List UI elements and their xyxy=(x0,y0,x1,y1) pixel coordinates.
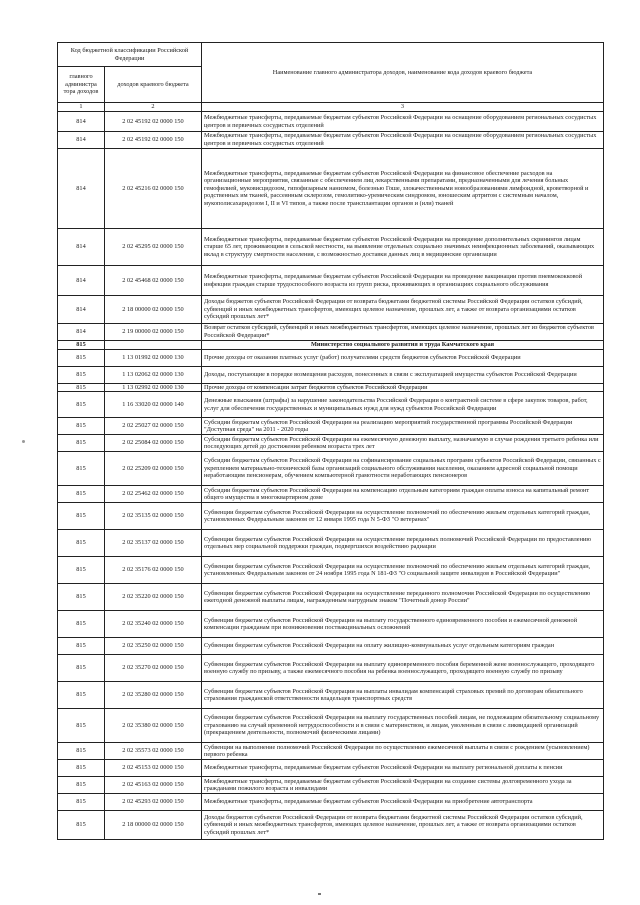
admin-code-cell: 815 xyxy=(58,341,105,350)
revenue-name-cell: Доходы, поступающие в порядке возмещения расходов, понесенных в связи с эксплуатацией имущества субъектов Российской Федерации xyxy=(202,366,604,383)
admin-code-cell: 815 xyxy=(58,777,105,794)
revenue-name-cell: Субвенции бюджетам субъектов Российской Федерации на осуществление полномочий по обеспечению жильем отдельных категорий граждан, установленных Федеральным законом от 12 января 1995 года N 5-ФЗ "О ветеранах" xyxy=(202,503,604,530)
revenue-name-cell: Денежные взыскания (штрафы) за нарушение законодательства Российской Федерации о контрактной системе в сфере закупок товаров, работ, услуг для обеспечения государственных и муниципальных нужд для нужд субъектов Российской Федерации xyxy=(202,392,604,418)
revenue-code-cell: 2 02 45192 02 0000 150 xyxy=(105,112,202,132)
table-row xyxy=(58,266,604,296)
revenue-code-cell: 1 13 01992 02 0000 130 xyxy=(105,349,202,366)
revenue-code-cell: 2 02 35270 02 0000 150 xyxy=(105,655,202,682)
revenue-name-cell: Субвенции бюджетам субъектов Российской Федерации на выплату государственных пособий лицам, не подлежащим обязательному социальному страхованию на случай временной нетрудоспособности и в связи с материнством, и лицам, уволенным в связи с ликвидацией организаций (прекращением деятельности, полномочий физическими лицами) xyxy=(202,709,604,743)
revenue-name-cell: Доходы бюджетов субъектов Российской Федерации от возврата бюджетами бюджетной системы Российской Федерации остатков субсидий, субвенций и иных межбюджетных трансфертов, имеющих целевое назначение, прошлых лет, а также от возврата организациями остатков субсидий прошлых лет* xyxy=(202,296,604,324)
table-row xyxy=(58,611,604,638)
admin-code-cell: 814 xyxy=(58,229,105,266)
revenue-name-cell: Субвенции бюджетам субъектов Российской Федерации на выплату государственного единовременного пособия и ежемесячной денежной компенсации гражданам при возникновении поствакцинальных осложнений xyxy=(202,611,604,638)
table-row xyxy=(58,743,604,760)
revenue-code-cell: 2 19 00000 02 0000 150 xyxy=(105,324,202,341)
table-row xyxy=(58,486,604,503)
admin-code-cell: 815 xyxy=(58,655,105,682)
revenue-name-cell: Прочие доходы от компенсации затрат бюджетов субъектов Российской Федерации xyxy=(202,383,604,392)
revenue-name-cell: Межбюджетные трансферты, передаваемые бюджетам субъектов Российской Федерации на выплату региональной доплаты к пенсии xyxy=(202,760,604,777)
admin-code-cell: 815 xyxy=(58,392,105,418)
admin-code-cell: 815 xyxy=(58,682,105,709)
table-row xyxy=(58,584,604,611)
admin-code-cell: 814 xyxy=(58,324,105,341)
table-row xyxy=(58,655,604,682)
table-row xyxy=(58,132,604,149)
admin-code-cell: 814 xyxy=(58,149,105,229)
table-row xyxy=(58,383,604,392)
table-row xyxy=(58,709,604,743)
revenue-code-cell: 2 02 35573 02 0000 150 xyxy=(105,743,202,760)
revenue-code-cell: 2 02 45293 02 0000 150 xyxy=(105,794,202,811)
table-row xyxy=(58,794,604,811)
admin-code-cell: 815 xyxy=(58,366,105,383)
admin-code-cell: 815 xyxy=(58,452,105,486)
table-row xyxy=(58,366,604,383)
revenue-name-cell: Субсидии бюджетам субъектов Российской Федерации на компенсацию отдельным категориям граждан оплаты взноса на капитальный ремонт общего имущества в многоквартирном доме xyxy=(202,486,604,503)
revenue-name-cell: Межбюджетные трансферты, передаваемые бюджетам субъектов Российской Федерации на проведение дополнительных скринингов лицам старше 65 лет, проживающим в сельской местности, на выявление отдельных социально значимых неинфекционных заболеваний, оказывающих вклад в структуру смертности населения, с возможностью доставки данных лиц в медицинские организации xyxy=(202,229,604,266)
admin-code-cell: 815 xyxy=(58,584,105,611)
revenue-name-cell: Субсидии бюджетам субъектов Российской Федерации на ежемесячную денежную выплату, назначаемую в случае рождения третьего ребенка или последующих детей до достижения ребенком возраста трех лет xyxy=(202,435,604,452)
admin-code-cell: 815 xyxy=(58,530,105,557)
table-row xyxy=(58,530,604,557)
table-row xyxy=(58,557,604,584)
revenue-code-cell: 2 02 45163 02 0000 150 xyxy=(105,777,202,794)
header-revenue-column: доходов краевого бюджета xyxy=(105,67,202,103)
revenue-code-cell: 2 02 35280 02 0000 150 xyxy=(105,682,202,709)
revenue-name-cell: Субвенции бюджетам субъектов Российской Федерации на осуществление переданных полномочий Российской Федерации по предоставлению отдельных мер социальной поддержки граждан, подвергшихся воздействию радиации xyxy=(202,530,604,557)
admin-code-cell: 815 xyxy=(58,760,105,777)
revenue-code-cell: 1 13 02992 02 0000 130 xyxy=(105,383,202,392)
revenue-name-cell: Межбюджетные трансферты, передаваемые бюджетам субъектов Российской Федерации на приобретение автотранспорта xyxy=(202,794,604,811)
revenue-code-cell: 2 02 45295 02 0000 150 xyxy=(105,229,202,266)
header-admin-column: главного администра тора доходов xyxy=(58,67,105,103)
revenue-code-cell: 1 13 02062 02 0000 130 xyxy=(105,366,202,383)
column-number-row xyxy=(58,103,604,112)
revenue-code-cell: 2 02 25462 02 0000 150 xyxy=(105,486,202,503)
revenue-code-cell: 2 02 35220 02 0000 150 xyxy=(105,584,202,611)
revenue-name-cell: Межбюджетные трансферты, передаваемые бюджетам субъектов Российской Федерации на проведение вакцинации против пневмококковой инфекции граждан старше трудоспособного возраста из групп риска, проживающих в организациях социального обслуживания xyxy=(202,266,604,296)
revenue-code-cell: 2 02 35380 02 0000 150 xyxy=(105,709,202,743)
table-row xyxy=(58,638,604,655)
table-row xyxy=(58,418,604,435)
column-number-1: 1 xyxy=(58,103,105,112)
column-number-2: 2 xyxy=(105,103,202,112)
revenue-name-cell: Субсидии бюджетам субъектов Российской Федерации на софинансирование социальных программ субъектов Российской Федерации, связанных с укреплением материально-технической базы организаций социального обслуживания населения, оказанием адресной социальной помощи неработающим пенсионерам, обучением компьютерной грамотности неработающих пенсионеров xyxy=(202,452,604,486)
revenue-name-cell: Министерство социального развития и труда Камчатского края xyxy=(202,341,604,350)
table-row xyxy=(58,811,604,840)
admin-code-cell: 815 xyxy=(58,435,105,452)
page-mark xyxy=(318,893,321,895)
admin-code-cell: 815 xyxy=(58,349,105,366)
admin-code-cell: 815 xyxy=(58,611,105,638)
revenue-code-cell: 2 02 25209 02 0000 150 xyxy=(105,452,202,486)
revenue-name-cell: Субвенции бюджетам субъектов Российской Федерации на выплату единовременного пособия беременной жене военнослужащего, проходящего военную службу по призыву, а также ежемесячного пособия на ребенка военнослужащего, проходящего военную службу по призыву xyxy=(202,655,604,682)
revenue-name-cell: Субвенции бюджетам субъектов Российской Федерации на оплату жилищно-коммунальных услуг отдельным категориям граждан xyxy=(202,638,604,655)
table-row xyxy=(58,760,604,777)
table-row xyxy=(58,229,604,266)
table-row xyxy=(58,324,604,341)
revenue-code-cell: 2 02 25084 02 0000 150 xyxy=(105,435,202,452)
admin-code-cell: 815 xyxy=(58,743,105,760)
revenue-code-cell: 2 02 35137 02 0000 150 xyxy=(105,530,202,557)
column-number-3: 3 xyxy=(202,103,604,112)
admin-code-cell: 815 xyxy=(58,418,105,435)
revenue-code-cell: 2 02 25027 02 0000 150 xyxy=(105,418,202,435)
revenue-code-cell: 2 02 45468 02 0000 150 xyxy=(105,266,202,296)
revenue-name-cell: Субвенции на выполнение полномочий Российской Федерации по осуществлению ежемесячной выплаты в связи с рождением (усыновлением) первого ребенка xyxy=(202,743,604,760)
revenue-name-cell: Возврат остатков субсидий, субвенций и иных межбюджетных трансфертов, имеющих целевое назначение, прошлых лет из бюджетов субъектов Российской Федерации* xyxy=(202,324,604,341)
table-row xyxy=(58,392,604,418)
admin-code-cell: 814 xyxy=(58,112,105,132)
revenue-code-cell: 2 02 35176 02 0000 150 xyxy=(105,557,202,584)
table-header-row-1 xyxy=(58,43,604,67)
revenue-name-cell: Межбюджетные трансферты, передаваемые бюджетам субъектов Российской Федерации на создание системы долговременного ухода за гражданами пожилого возраста и инвалидами xyxy=(202,777,604,794)
table-row xyxy=(58,682,604,709)
table-section-row xyxy=(58,341,604,350)
revenue-classification-table xyxy=(57,42,604,840)
revenue-name-cell: Межбюджетные трансферты, передаваемые бюджетам субъектов Российской Федерации на оснащение оборудованием региональных сосудистых центров и первичных сосудистых отделений xyxy=(202,112,604,132)
admin-code-cell: 815 xyxy=(58,709,105,743)
revenue-name-cell: Субвенции бюджетам субъектов Российской Федерации на выплаты инвалидам компенсаций страховых премий по договорам обязательного страхования гражданской ответственности владельцев транспортных средств xyxy=(202,682,604,709)
revenue-code-cell xyxy=(105,341,202,350)
revenue-name-cell: Межбюджетные трансферты, передаваемые бюджетам субъектов Российской Федерации на оснащение оборудованием региональных сосудистых центров и первичных сосудистых отделений xyxy=(202,132,604,149)
punch-hole-mark xyxy=(22,440,25,443)
table-row xyxy=(58,452,604,486)
table-row xyxy=(58,435,604,452)
admin-code-cell: 815 xyxy=(58,638,105,655)
revenue-code-cell: 2 02 35135 02 0000 150 xyxy=(105,503,202,530)
admin-code-cell: 815 xyxy=(58,794,105,811)
revenue-code-cell: 2 02 45153 02 0000 150 xyxy=(105,760,202,777)
table-row xyxy=(58,112,604,132)
table-row xyxy=(58,777,604,794)
revenue-name-cell: Субвенции бюджетам субъектов Российской Федерации на осуществление переданного полномочия Российской Федерации по осуществлению ежегодной денежной выплаты лицам, награжденным нагрудным знаком "Почетный донор России" xyxy=(202,584,604,611)
admin-code-cell: 815 xyxy=(58,503,105,530)
revenue-code-cell: 2 18 00000 02 0000 150 xyxy=(105,811,202,840)
revenue-name-cell: Межбюджетные трансферты, передаваемые бюджетам субъектов Российской Федерации на финансовое обеспечение расходов на организационные мероприятия, связанные с обеспечением лиц лекарственными препаратами, предназначенными для лечения больных гемофилией, муковисцидозом, гипофизарным нанизмом, болезнью Гоше, злокачественными новообразованиями лимфоидной, кроветворной и родственных им тканей, рассеянным склерозом, гемолитико-уремическим синдромом, юношеским артритом с системным началом, мукополисахаридозом I, II и VI типов, а также после трансплантации органов и (или) тканей xyxy=(202,149,604,229)
header-name-column: Наименование главного администратора доходов, наименование кода доходов краевого бюджета xyxy=(202,43,604,103)
revenue-code-cell: 2 02 45192 02 0000 150 xyxy=(105,132,202,149)
admin-code-cell: 814 xyxy=(58,296,105,324)
admin-code-cell: 815 xyxy=(58,486,105,503)
table-row xyxy=(58,149,604,229)
revenue-name-cell: Субвенции бюджетам субъектов Российской Федерации на осуществление полномочий по обеспечению жильем отдельных категорий граждан, установленных Федеральным законом от 24 ноября 1995 года N 181-ФЗ "О социальной защите инвалидов в Российской Федерации" xyxy=(202,557,604,584)
revenue-name-cell: Субсидии бюджетам субъектов Российской Федерации на реализацию мероприятий государственной программы Российской Федерации "Доступная среда" на 2011 - 2020 годы xyxy=(202,418,604,435)
revenue-code-cell: 1 16 33020 02 0000 140 xyxy=(105,392,202,418)
table-row xyxy=(58,349,604,366)
revenue-code-cell: 2 18 00000 02 0000 150 xyxy=(105,296,202,324)
revenue-code-cell: 2 02 35250 02 0000 150 xyxy=(105,638,202,655)
revenue-code-cell: 2 02 45216 02 0000 150 xyxy=(105,149,202,229)
table-row xyxy=(58,296,604,324)
revenue-name-cell: Доходы бюджетов субъектов Российской Федерации от возврата бюджетами бюджетной системы Российской Федерации остатков субсидий, субвенций и иных межбюджетных трансфертов, имеющих целевое назначение, прошлых лет, а также от возврата организациями остатков субсидий прошлых лет* xyxy=(202,811,604,840)
admin-code-cell: 814 xyxy=(58,266,105,296)
admin-code-cell: 814 xyxy=(58,132,105,149)
header-group-title: Код бюджетной классификации Российской Федерации xyxy=(58,43,202,67)
admin-code-cell: 815 xyxy=(58,557,105,584)
table-row xyxy=(58,503,604,530)
admin-code-cell: 815 xyxy=(58,383,105,392)
admin-code-cell: 815 xyxy=(58,811,105,840)
revenue-name-cell: Прочие доходы от оказания платных услуг (работ) получателями средств бюджетов субъектов Российской Федерации xyxy=(202,349,604,366)
revenue-code-cell: 2 02 35240 02 0000 150 xyxy=(105,611,202,638)
